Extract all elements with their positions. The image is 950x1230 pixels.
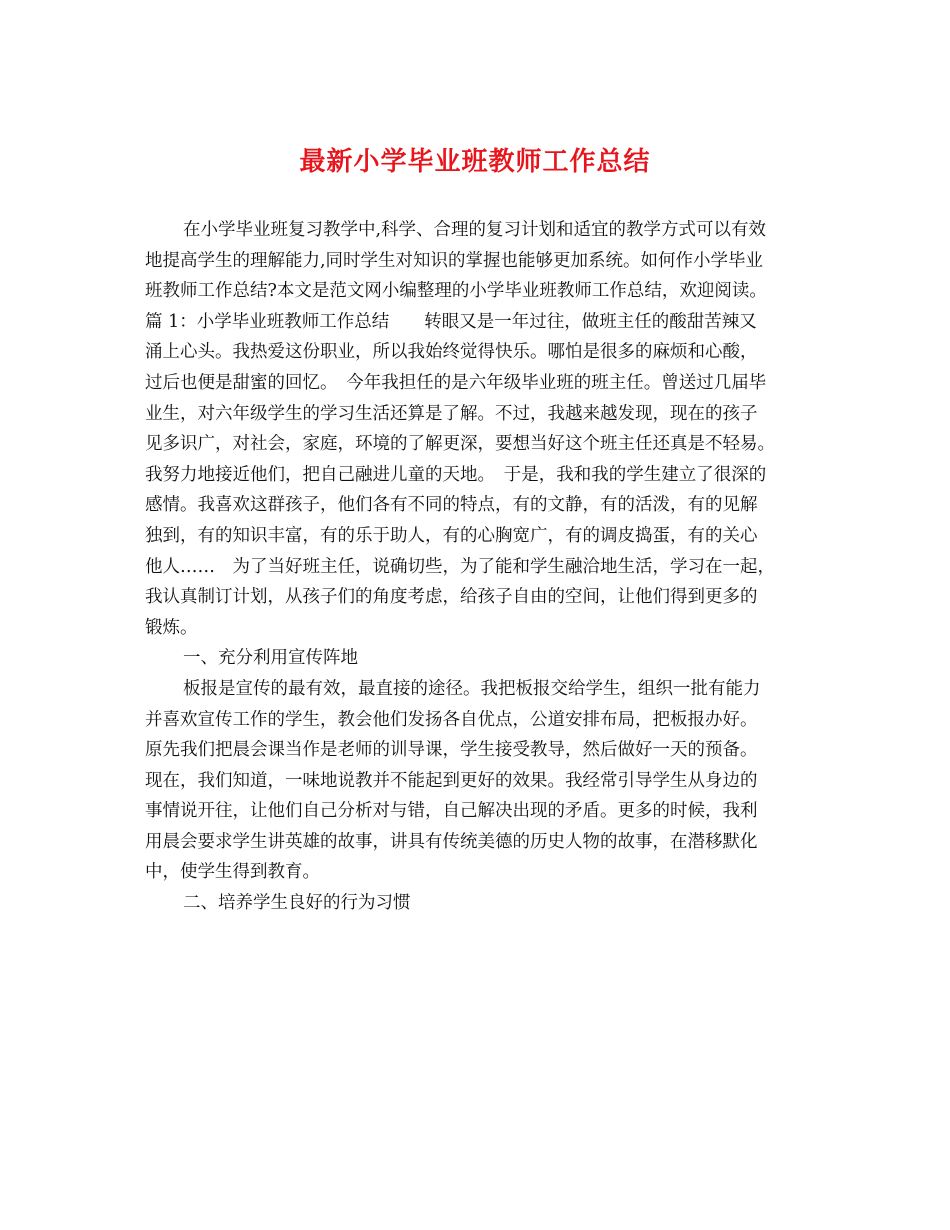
text-line: 地提高学生的理解能力,同时学生对知识的掌握也能够更加系统。如何作小学毕业 bbox=[145, 250, 764, 271]
text-line: 锻炼。 bbox=[145, 617, 198, 638]
document-title: 最新小学毕业班教师工作总结 bbox=[299, 147, 651, 177]
text-line: 板报是宣传的最有效，最直接的途径。我把板报交给学生，组织一批有能力 bbox=[183, 678, 761, 699]
text-line: 在小学毕业班复习教学中,科学、合理的复习计划和适宜的教学方式可以有效 bbox=[183, 220, 767, 240]
text-line: 过后也便是甜蜜的回忆。 今年我担任的是六年级毕业班的班主任。曾送过几届毕 bbox=[145, 372, 767, 393]
text-line: 中，使学生得到教育。 bbox=[145, 862, 320, 883]
text-line: 班教师工作总结?本文是范文网小编整理的小学毕业班教师工作总结，欢迎阅读。 bbox=[145, 281, 767, 302]
text-line: 并喜欢宣传工作的学生，教会他们发扬各自优点，公道安排布局，把板报办好。 bbox=[145, 709, 758, 730]
text-line: 感情。我喜欢这群孩子，他们各有不同的特点，有的文静，有的活泼，有的见解 bbox=[145, 495, 758, 516]
text-line: 我努力地接近他们，把自己融进儿童的天地。 于是，我和我的学生建立了很深的 bbox=[145, 464, 767, 485]
text-line: 篇 1：小学毕业班教师工作总结 转眼又是一年过往，做班主任的酸甜苦辣又 bbox=[145, 311, 757, 332]
text-line: 事情说开往，让他们自己分析对与错，自己解决出现的矛盾。更多的时候，我利 bbox=[145, 801, 758, 822]
section-heading: 二、培养学生良好的行为习惯 bbox=[183, 893, 411, 914]
text-line: 我认真制订计划，从孩子们的角度考虑，给孩子自由的空间，让他们得到更多的 bbox=[145, 587, 758, 608]
text-line: 涌上心头。我热爱这份职业，所以我始终觉得快乐。哪怕是很多的麻烦和心酸， bbox=[145, 342, 758, 363]
text-line: 他人…… 为了当好班主任，说确切些，为了能和学生融洽地生活，学习在一起， bbox=[145, 556, 775, 577]
text-line: 原先我们把晨会课当作是老师的训导课，学生接受教导，然后做好一天的预备。 bbox=[145, 740, 758, 761]
text-line: 独到，有的知识丰富，有的乐于助人，有的心胸宽广，有的调皮捣蛋，有的关心 bbox=[145, 525, 758, 546]
text-line: 见多识广，对社会，家庭，环境的了解更深，要想当好这个班主任还真是不轻易。 bbox=[145, 434, 775, 455]
text-line: 业生，对六年级学生的学习生活还算是了解。不过，我越来越发现，现在的孩子 bbox=[145, 403, 758, 424]
section-heading: 一、充分利用宣传阵地 bbox=[183, 648, 358, 669]
text-line: 用晨会要求学生讲英雄的故事，讲具有传统美德的历史人物的故事，在潜移默化 bbox=[145, 831, 758, 852]
text-line: 现在，我们知道，一味地说教并不能起到更好的效果。我经常引导学生从身边的 bbox=[145, 770, 758, 791]
document-body bbox=[145, 215, 805, 919]
